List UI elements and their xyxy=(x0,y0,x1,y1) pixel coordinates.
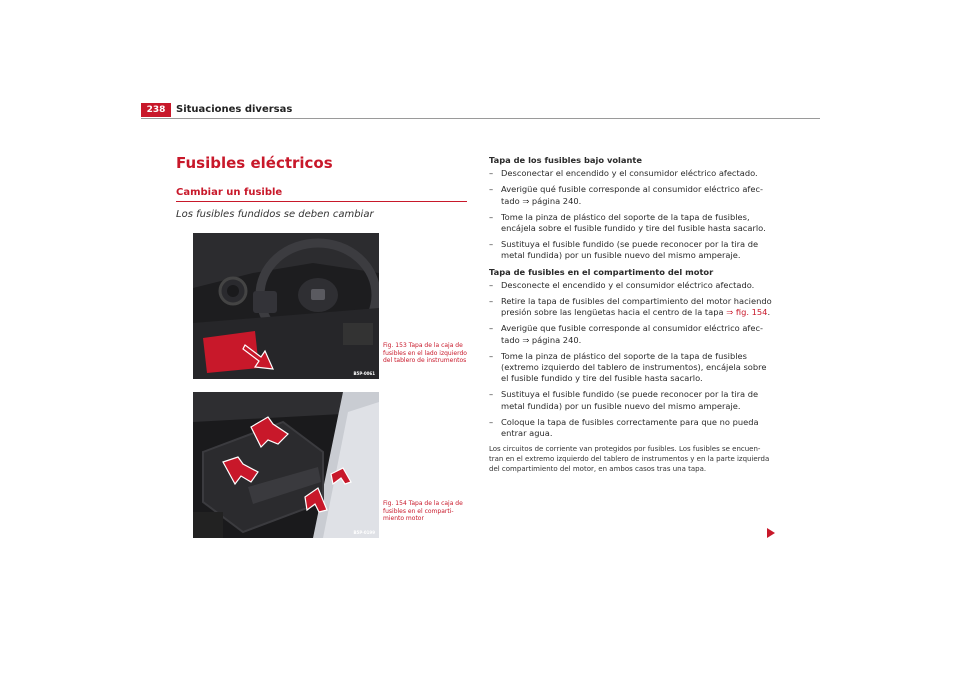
block2-step xyxy=(489,296,774,318)
block1-step: – Averigüe qué fusible corresponde al consumidor eléctrico afec-tado ⇒ página 240. xyxy=(489,184,774,206)
note-text: Los circuitos de corriente van protegidos por fusibles. Los fusibles se encuen-tran en el extremo izquierdo del tablero de instrumentos y en la parte izquierda del compartimiento del motor, en ambos casos tras una tapa. xyxy=(489,445,770,474)
block1-step: – Sustituya el fusible fundido (se puede reconocer por la tira de metal fundida) por un fusible nuevo del mismo amperaje. xyxy=(489,239,774,261)
figure-153-dashboard-photo xyxy=(193,233,379,379)
block2-step: – Sustituya el fusible fundido (se puede reconocer por la tira de metal fundida) por un fusible nuevo del mismo amperaje. xyxy=(489,389,774,411)
header-title: Situaciones diversas xyxy=(176,104,293,115)
block1-heading: Tapa de los fusibles bajo volante xyxy=(489,155,642,165)
block2-step: – Averigüe que fusible corresponde al consumidor eléctrico afec-tado ⇒ página 240. xyxy=(489,323,774,345)
figure-154-code: B5P-0199 xyxy=(353,530,375,535)
header-rule xyxy=(141,118,820,119)
dashboard-illustration xyxy=(193,233,379,379)
block2-step-end: . xyxy=(767,307,771,318)
figure-153-code: B5P-0061 xyxy=(353,371,375,376)
block2-step: – Coloque la tapa de fusibles correctamente para que no pueda entrar agua. xyxy=(489,417,774,439)
section-title: Fusibles eléctricos xyxy=(176,154,333,172)
figure-154-caption: Fig. 154 Tapa de la caja de fusibles en el comparti-miento motor xyxy=(383,500,463,523)
block2-step: – Desconecte el encendido y el consumidor eléctrico afectado. xyxy=(489,280,774,291)
engine-bay-illustration xyxy=(193,392,379,538)
next-page-arrow-icon[interactable] xyxy=(767,528,775,538)
page-number: 238 xyxy=(141,103,171,117)
intro-text: Los fusibles fundidos se deben cambiar xyxy=(176,209,374,220)
subsection-title: Cambiar un fusible xyxy=(176,187,283,198)
figure-154-engine-photo xyxy=(193,392,379,538)
figure-reference-link[interactable]: ⇒ fig. 154 xyxy=(726,307,768,318)
subsection-rule xyxy=(176,201,467,202)
instructions-column xyxy=(489,155,774,474)
block2-heading: Tapa de fusibles en el compartimento del motor xyxy=(489,266,714,277)
block2-step-text: Retire la tapa de fusibles del compartimiento del motor haciendo presión sobre las lengüetas hacia el centro de la tapa xyxy=(501,296,772,318)
figure-153-caption: Fig. 153 Tapa de la caja de fusibles en el lado izquierdo del tablero de instrumentos xyxy=(383,342,467,365)
block2-step: – Tome la pinza de plástico del soporte de la tapa de fusibles (extremo izquierdo del tablero de instrumentos), encájela sobre el fusible fundido y tire del fusible hasta sacarlo. xyxy=(489,351,774,385)
block1-step: – Tome la pinza de plástico del soporte de la tapa de fusibles, encájela sobre el fusible fundido y tire del fusible hasta sacarlo. xyxy=(489,212,774,234)
block1-step: – Desconectar el encendido y el consumidor eléctrico afectado. xyxy=(489,168,774,179)
